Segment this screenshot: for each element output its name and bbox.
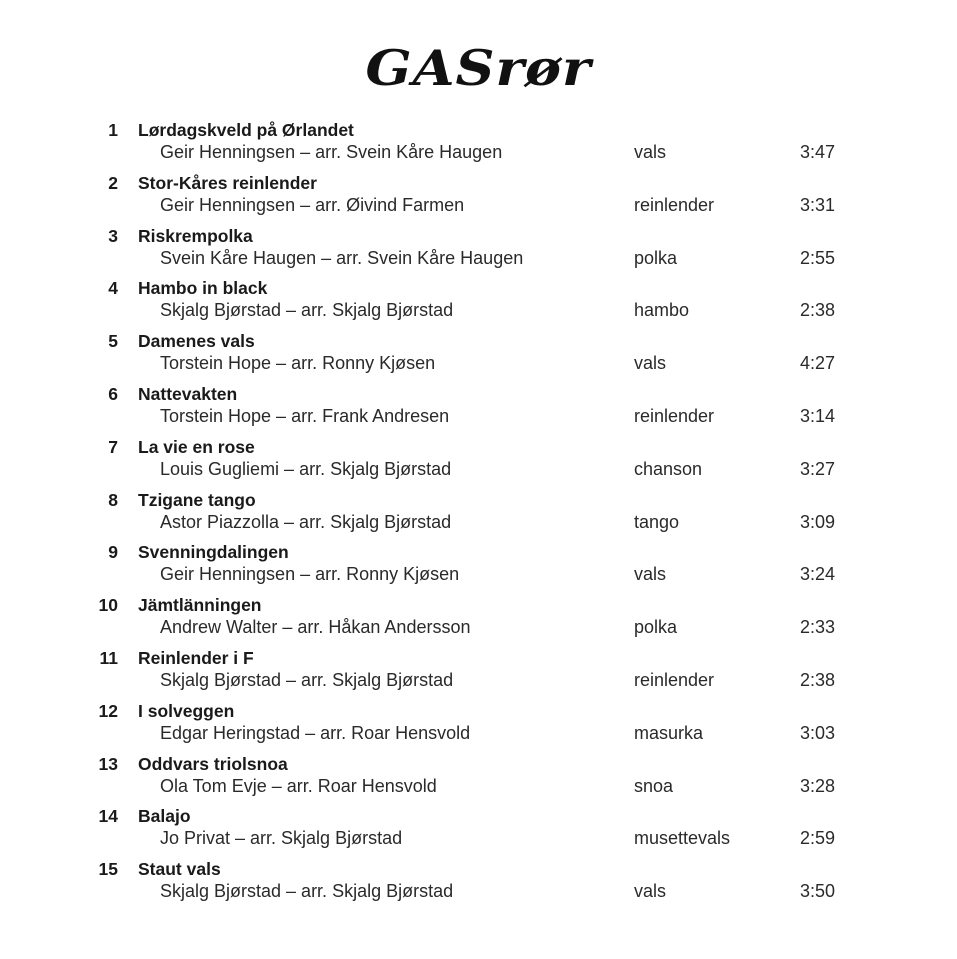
track-row <box>0 223 957 276</box>
track-row <box>0 751 957 804</box>
track-row <box>0 539 957 592</box>
track-genre: snoa <box>634 775 674 796</box>
track-number: 4 <box>108 278 118 299</box>
track-title: Stor-Kåres reinlender <box>138 172 317 193</box>
track-row <box>0 434 957 487</box>
track-number: 1 <box>108 120 118 140</box>
track-number: 5 <box>108 331 118 352</box>
track-title: Jämtlänningen <box>138 595 262 616</box>
track-genre: vals <box>634 881 667 902</box>
track-genre: vals <box>634 353 667 374</box>
track-title: Svenningdalingen <box>138 542 289 563</box>
track-row <box>0 170 957 223</box>
track-row <box>0 487 957 540</box>
track-title: Tzigane tango <box>138 489 256 510</box>
track-credits: Skjalg Bjørstad – arr. Skjalg Bjørstad <box>160 881 454 902</box>
track-number: 10 <box>98 595 118 616</box>
track-number: 15 <box>98 859 118 880</box>
track-duration: 3:31 <box>799 194 835 215</box>
track-number: 8 <box>108 489 118 510</box>
track-title: I solveggen <box>138 700 235 721</box>
track-number: 12 <box>98 700 118 721</box>
track-row <box>0 698 957 751</box>
track-row <box>0 592 957 645</box>
track-duration: 2:33 <box>799 617 835 638</box>
track-title: Nattevakten <box>138 383 238 404</box>
track-genre: vals <box>634 564 667 585</box>
track-number: 11 <box>99 647 118 668</box>
track-genre: tango <box>634 511 680 532</box>
track-credits: Louis Gugliemi – arr. Skjalg Bjørstad <box>160 458 452 479</box>
track-number: 6 <box>108 383 118 404</box>
track-credits: Andrew Walter – arr. Håkan Andersson <box>160 617 471 638</box>
track-row <box>0 275 957 328</box>
track-title: Lørdagskveld på Ørlandet <box>138 120 354 140</box>
track-title: Reinlender i F <box>138 647 254 668</box>
track-credits: Torstein Hope – arr. Ronny Kjøsen <box>160 353 436 374</box>
track-duration: 3:09 <box>799 511 835 532</box>
track-title: Staut vals <box>138 859 221 880</box>
track-credits: Geir Henningsen – arr. Øivind Farmen <box>160 194 465 215</box>
track-credits: Skjalg Bjørstad – arr. Skjalg Bjørstad <box>160 300 454 321</box>
track-row <box>0 803 957 856</box>
track-genre: vals <box>634 142 667 162</box>
track-duration: 2:38 <box>799 669 835 690</box>
track-duration: 3:27 <box>799 458 835 479</box>
track-genre: reinlender <box>634 669 715 690</box>
track-title: Riskrempolka <box>138 225 253 246</box>
track-row <box>0 328 957 381</box>
track-genre: chanson <box>634 458 703 479</box>
track-duration: 3:50 <box>799 881 835 902</box>
track-number: 9 <box>108 542 118 563</box>
track-genre: polka <box>634 247 678 268</box>
track-title: Damenes vals <box>138 331 255 352</box>
track-credits: Astor Piazzolla – arr. Skjalg Bjørstad <box>160 511 452 532</box>
track-duration: 2:38 <box>799 300 835 321</box>
track-credits: Svein Kåre Haugen – arr. Svein Kåre Haugen <box>160 247 524 268</box>
track-duration: 3:14 <box>799 405 835 426</box>
track-duration: 4:27 <box>799 353 835 374</box>
track-duration: 3:24 <box>799 564 835 585</box>
track-title: Hambo in black <box>138 278 268 299</box>
track-row <box>0 645 957 698</box>
track-genre: reinlender <box>634 405 715 426</box>
track-duration: 3:47 <box>799 142 835 162</box>
track-number: 2 <box>108 172 118 193</box>
track-credits: Ola Tom Evje – arr. Roar Hensvold <box>160 775 437 796</box>
track-title: Oddvars triolsnoa <box>138 753 288 774</box>
track-genre: reinlender <box>634 194 715 215</box>
track-row <box>0 856 957 909</box>
track-genre: masurka <box>634 722 704 743</box>
track-row <box>0 381 957 434</box>
track-genre: hambo <box>634 300 690 321</box>
track-credits: Edgar Heringstad – arr. Roar Hensvold <box>160 722 471 743</box>
track-credits: Jo Privat – arr. Skjalg Bjørstad <box>160 828 403 849</box>
track-credits: Geir Henningsen – arr. Svein Kåre Haugen <box>160 142 503 162</box>
track-number: 14 <box>98 806 118 827</box>
album-title: GASrør <box>365 39 592 97</box>
track-duration: 3:03 <box>799 722 835 743</box>
track-credits: Geir Henningsen – arr. Ronny Kjøsen <box>160 564 460 585</box>
track-credits: Skjalg Bjørstad – arr. Skjalg Bjørstad <box>160 669 454 690</box>
track-genre: polka <box>634 617 678 638</box>
track-number: 7 <box>108 436 118 457</box>
track-list <box>0 117 957 909</box>
track-title: Balajo <box>138 806 191 827</box>
track-title: La vie en rose <box>138 436 255 457</box>
track-row <box>0 117 957 170</box>
track-duration: 2:59 <box>799 828 835 849</box>
track-credits: Torstein Hope – arr. Frank Andresen <box>160 405 450 426</box>
track-duration: 3:28 <box>799 775 835 796</box>
track-number: 13 <box>98 753 118 774</box>
track-number: 3 <box>108 225 118 246</box>
track-genre: musettevals <box>634 828 731 849</box>
track-duration: 2:55 <box>799 247 835 268</box>
